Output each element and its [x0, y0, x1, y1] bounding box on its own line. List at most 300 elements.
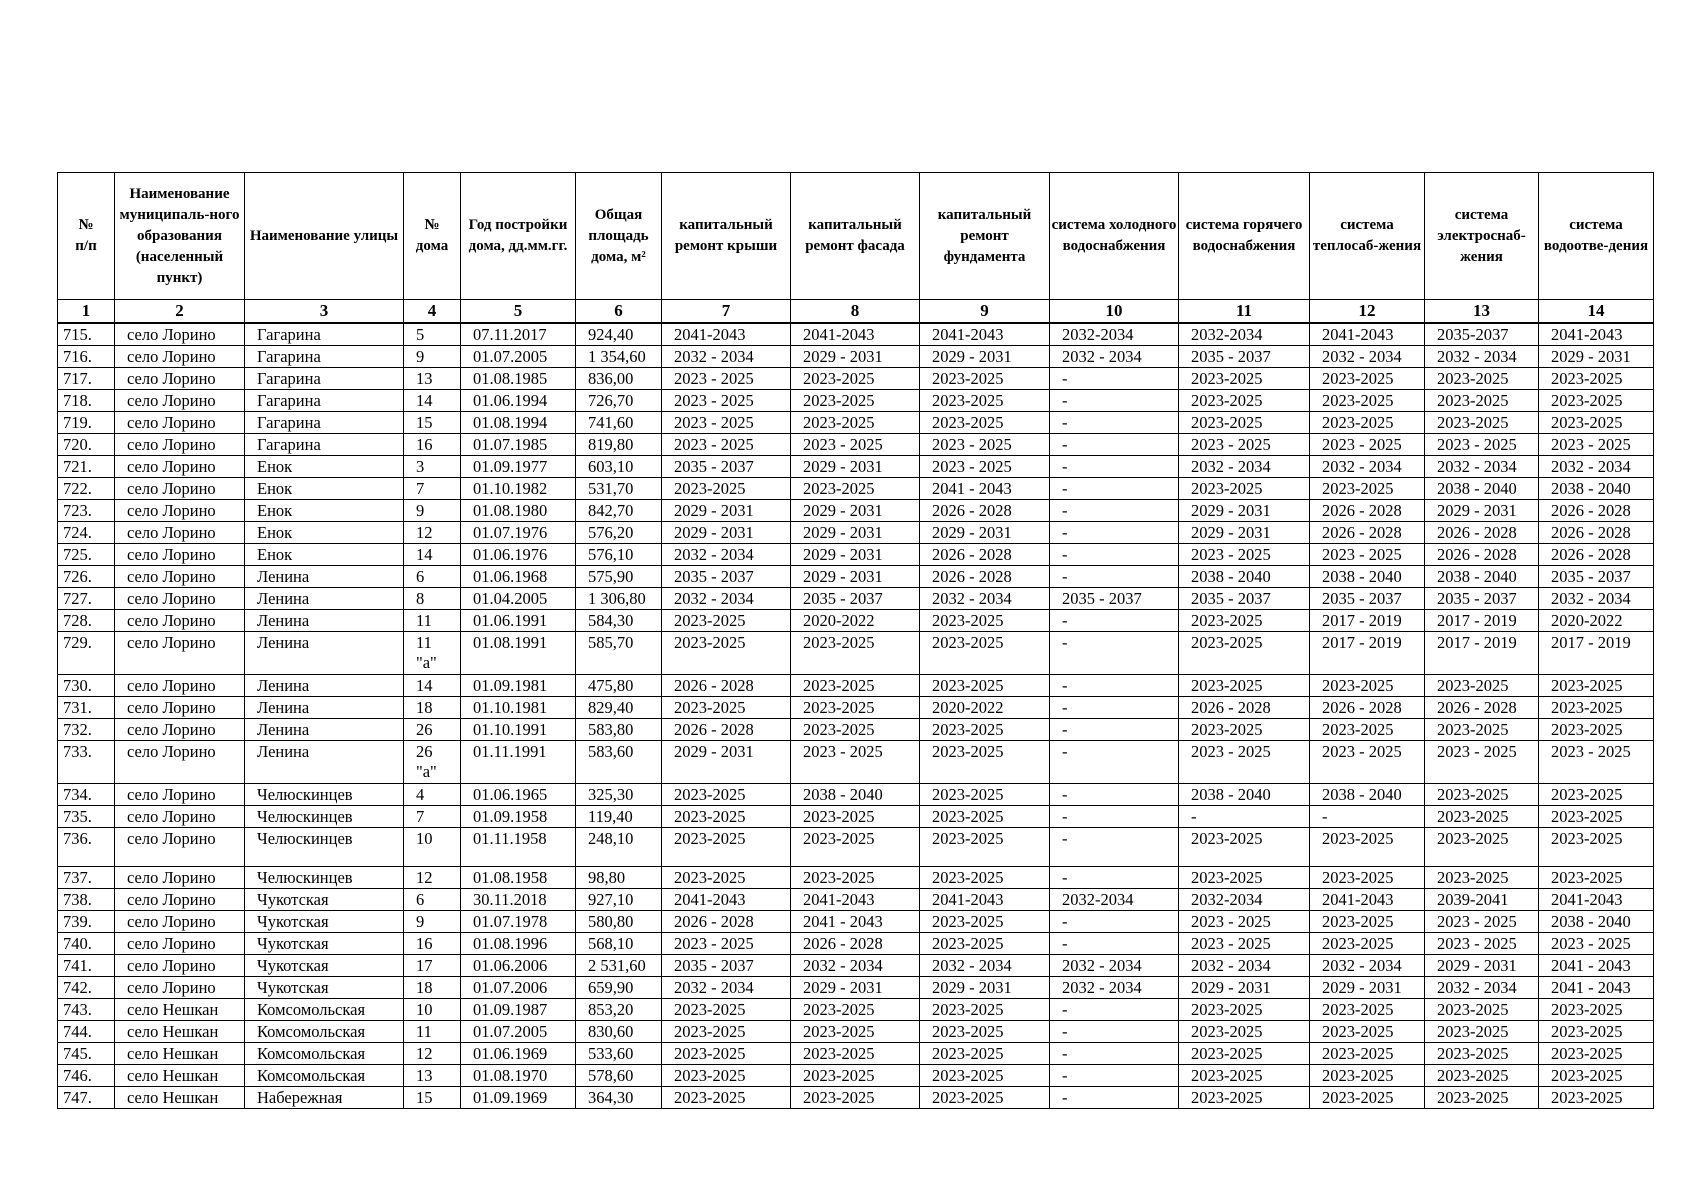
- table-cell: 2023 - 2025: [662, 434, 791, 456]
- table-cell: 2023 - 2025: [662, 933, 791, 955]
- table-cell: 2035 - 2037: [1179, 588, 1310, 610]
- table-cell: 2023-2025: [1425, 390, 1539, 412]
- table-cell: 15: [404, 1087, 461, 1109]
- table-cell: 2032-2034: [1179, 323, 1310, 346]
- table-cell: 2032-2034: [1050, 889, 1179, 911]
- table-cell: 2020-2022: [920, 697, 1050, 719]
- table-cell: 2023-2025: [920, 867, 1050, 889]
- table-cell: 2023-2025: [1539, 806, 1654, 828]
- table-cell: 2023-2025: [1539, 867, 1654, 889]
- table-cell: 2041-2043: [1310, 889, 1425, 911]
- table-cell: 2026 - 2028: [920, 544, 1050, 566]
- header-row-number: № п/п: [58, 173, 115, 300]
- table-cell: 733.: [58, 741, 115, 784]
- table-cell: 6: [404, 889, 461, 911]
- table-cell: 2023-2025: [791, 478, 920, 500]
- table-cell: 2023 - 2025: [1539, 933, 1654, 955]
- table-cell: 14: [404, 544, 461, 566]
- table-cell: 12: [404, 867, 461, 889]
- table-cell: 2023-2025: [1179, 1021, 1310, 1043]
- table-cell: 2035 - 2037: [1310, 588, 1425, 610]
- table-cell: 01.07.1985: [461, 434, 576, 456]
- table-cell: 2038 - 2040: [1539, 478, 1654, 500]
- table-cell: 2023-2025: [1310, 390, 1425, 412]
- table-cell: 7: [404, 478, 461, 500]
- table-cell: село Лорино: [115, 478, 245, 500]
- table-cell: 2032 - 2034: [1539, 456, 1654, 478]
- table-cell: 2023-2025: [1539, 675, 1654, 697]
- table-cell: 2023 - 2025: [662, 390, 791, 412]
- table-cell: 2032-2034: [1050, 323, 1179, 346]
- table-cell: -: [1050, 784, 1179, 806]
- table-cell: Ленина: [245, 566, 404, 588]
- table-cell: 98,80: [576, 867, 662, 889]
- table-cell: 2023 - 2025: [1425, 933, 1539, 955]
- table-cell: -: [1050, 1087, 1179, 1109]
- table-row: [58, 828, 1654, 867]
- table-cell: село Лорино: [115, 323, 245, 346]
- table-cell: 533,60: [576, 1043, 662, 1065]
- table-cell: 2023-2025: [920, 999, 1050, 1021]
- header-municipality: Наименование муниципаль-ного образования (населенный пункт): [115, 173, 245, 300]
- table-cell: 819,80: [576, 434, 662, 456]
- table-cell: 2023-2025: [1179, 999, 1310, 1021]
- table-cell: -: [1050, 566, 1179, 588]
- table-cell: 01.09.1969: [461, 1087, 576, 1109]
- table-cell: 2032 - 2034: [662, 588, 791, 610]
- table-cell: 2023-2025: [920, 828, 1050, 867]
- column-number-row: [58, 300, 1654, 324]
- table-row: [58, 478, 1654, 500]
- table-cell: 2023-2025: [920, 1087, 1050, 1109]
- table-cell: 2038 - 2040: [1310, 784, 1425, 806]
- table-cell: 2017 - 2019: [1310, 632, 1425, 675]
- table-cell: 2023-2025: [1310, 828, 1425, 867]
- header-heating: система теплосаб-жения: [1310, 173, 1425, 300]
- table-cell: 01.06.2006: [461, 955, 576, 977]
- table-cell: -: [1050, 368, 1179, 390]
- table-cell: -: [1050, 544, 1179, 566]
- column-number: 5: [461, 300, 576, 324]
- table-cell: 14: [404, 675, 461, 697]
- table-cell: 2023-2025: [662, 999, 791, 1021]
- table-cell: 01.08.1970: [461, 1065, 576, 1087]
- table-cell: 01.10.1991: [461, 719, 576, 741]
- table-cell: Енок: [245, 522, 404, 544]
- table-cell: 2023-2025: [1179, 1087, 1310, 1109]
- table-cell: село Лорино: [115, 933, 245, 955]
- table-cell: 2029 - 2031: [791, 346, 920, 368]
- table-cell: 2023-2025: [920, 632, 1050, 675]
- table-cell: 2023 - 2025: [1310, 544, 1425, 566]
- table-cell: 2032 - 2034: [1179, 456, 1310, 478]
- table-cell: -: [1050, 719, 1179, 741]
- table-row: [58, 933, 1654, 955]
- table-cell: 2023-2025: [920, 1043, 1050, 1065]
- table-cell: 2023 - 2025: [1179, 434, 1310, 456]
- table-cell: 2023-2025: [791, 412, 920, 434]
- table-cell: 16: [404, 933, 461, 955]
- table-cell: 2026 - 2028: [1539, 500, 1654, 522]
- table-cell: 829,40: [576, 697, 662, 719]
- table-cell: 01.06.1994: [461, 390, 576, 412]
- table-cell: 735.: [58, 806, 115, 828]
- table-cell: 2023-2025: [1310, 911, 1425, 933]
- register-table: [57, 172, 1654, 1109]
- table-cell: 2023-2025: [920, 741, 1050, 784]
- table-cell: Челюскинцев: [245, 784, 404, 806]
- table-cell: Ленина: [245, 610, 404, 632]
- table-cell: 2032 - 2034: [1310, 346, 1425, 368]
- table-row: [58, 889, 1654, 911]
- table-cell: 2023-2025: [920, 1021, 1050, 1043]
- table-cell: 2023-2025: [1310, 675, 1425, 697]
- table-cell: 01.08.1958: [461, 867, 576, 889]
- table-row: [58, 632, 1654, 675]
- table-cell: 01.09.1987: [461, 999, 576, 1021]
- table-cell: 2029 - 2031: [791, 544, 920, 566]
- table-cell: 2023-2025: [1539, 1065, 1654, 1087]
- table-cell: -: [1050, 999, 1179, 1021]
- table-cell: село Лорино: [115, 828, 245, 867]
- header-street: Наименование улицы: [245, 173, 404, 300]
- table-cell: Чукотская: [245, 933, 404, 955]
- table-cell: 2041-2043: [791, 889, 920, 911]
- table-cell: 2041 - 2043: [791, 911, 920, 933]
- table-row: [58, 610, 1654, 632]
- table-cell: -: [1050, 697, 1179, 719]
- table-cell: 2017 - 2019: [1539, 632, 1654, 675]
- table-cell: 07.11.2017: [461, 323, 576, 346]
- table-cell: 2023-2025: [1310, 1087, 1425, 1109]
- table-cell: 2023-2025: [920, 933, 1050, 955]
- table-cell: село Лорино: [115, 867, 245, 889]
- table-cell: 01.06.1965: [461, 784, 576, 806]
- table-cell: 744.: [58, 1021, 115, 1043]
- table-cell: 2 531,60: [576, 955, 662, 977]
- table-cell: 2023 - 2025: [1425, 434, 1539, 456]
- table-cell: 2023-2025: [1310, 368, 1425, 390]
- table-cell: -: [1050, 456, 1179, 478]
- table-row: [58, 675, 1654, 697]
- table-cell: 745.: [58, 1043, 115, 1065]
- table-cell: 720.: [58, 434, 115, 456]
- table-cell: 853,20: [576, 999, 662, 1021]
- table-cell: Чукотская: [245, 955, 404, 977]
- table-row: [58, 368, 1654, 390]
- table-cell: 2032 - 2034: [1310, 456, 1425, 478]
- table-cell: 2029 - 2031: [791, 456, 920, 478]
- table-cell: 01.07.2005: [461, 1021, 576, 1043]
- table-cell: Гагарина: [245, 390, 404, 412]
- table-cell: 743.: [58, 999, 115, 1021]
- table-cell: 01.09.1981: [461, 675, 576, 697]
- table-cell: 13: [404, 1065, 461, 1087]
- table-cell: 2023 - 2025: [791, 434, 920, 456]
- table-body: [58, 323, 1654, 1109]
- table-cell: 2026 - 2028: [920, 500, 1050, 522]
- table-cell: 725.: [58, 544, 115, 566]
- table-cell: 2023-2025: [1539, 697, 1654, 719]
- table-cell: 2026 - 2028: [1425, 544, 1539, 566]
- table-cell: 2023-2025: [1425, 368, 1539, 390]
- table-cell: 01.08.1994: [461, 412, 576, 434]
- table-cell: -: [1050, 741, 1179, 784]
- table-cell: 2032 - 2034: [920, 955, 1050, 977]
- table-cell: 2032 - 2034: [791, 955, 920, 977]
- table-cell: 01.07.1976: [461, 522, 576, 544]
- table-row: [58, 1043, 1654, 1065]
- table-cell: 2041-2043: [662, 889, 791, 911]
- table-cell: 2041-2043: [1310, 323, 1425, 346]
- table-cell: 18: [404, 697, 461, 719]
- table-cell: 475,80: [576, 675, 662, 697]
- table-cell: 16: [404, 434, 461, 456]
- table-cell: село Лорино: [115, 697, 245, 719]
- table-row: [58, 697, 1654, 719]
- table-cell: -: [1050, 806, 1179, 828]
- table-cell: село Нешкан: [115, 1087, 245, 1109]
- table-row: [58, 544, 1654, 566]
- column-number: 10: [1050, 300, 1179, 324]
- table-cell: 01.08.1980: [461, 500, 576, 522]
- table-cell: 2026 - 2028: [662, 911, 791, 933]
- table-cell: 722.: [58, 478, 115, 500]
- table-cell: 2017 - 2019: [1425, 632, 1539, 675]
- table-cell: Чукотская: [245, 977, 404, 999]
- table-cell: 30.11.2018: [461, 889, 576, 911]
- table-cell: 2023 - 2025: [791, 741, 920, 784]
- table-cell: 2029 - 2031: [920, 977, 1050, 999]
- table-cell: Челюскинцев: [245, 867, 404, 889]
- table-cell: 842,70: [576, 500, 662, 522]
- table-cell: 2023-2025: [1179, 368, 1310, 390]
- table-cell: 737.: [58, 867, 115, 889]
- table-cell: 2023 - 2025: [662, 368, 791, 390]
- table-cell: 2023 - 2025: [1310, 741, 1425, 784]
- table-cell: 2023 - 2025: [1179, 933, 1310, 955]
- table-cell: 01.06.1968: [461, 566, 576, 588]
- table-cell: село Лорино: [115, 977, 245, 999]
- header-facade-repair: капитальный ремонт фасада: [791, 173, 920, 300]
- table-cell: село Нешкан: [115, 1065, 245, 1087]
- table-cell: 15: [404, 412, 461, 434]
- table-cell: 2023-2025: [1539, 828, 1654, 867]
- table-cell: 924,40: [576, 323, 662, 346]
- table-cell: 2023 - 2025: [1539, 434, 1654, 456]
- table-cell: 2023-2025: [1425, 806, 1539, 828]
- table-cell: 2023-2025: [1179, 390, 1310, 412]
- table-cell: 2023-2025: [1539, 999, 1654, 1021]
- table-cell: село Лорино: [115, 741, 245, 784]
- table-row: [58, 977, 1654, 999]
- table-cell: 01.10.1981: [461, 697, 576, 719]
- table-cell: 17: [404, 955, 461, 977]
- table-cell: 2029 - 2031: [1179, 500, 1310, 522]
- table-cell: 11 "а": [404, 632, 461, 675]
- table-cell: 719.: [58, 412, 115, 434]
- table-cell: 2041 - 2043: [920, 478, 1050, 500]
- table-cell: 2023-2025: [791, 390, 920, 412]
- table-cell: 739.: [58, 911, 115, 933]
- table-cell: 2023-2025: [1179, 719, 1310, 741]
- table-cell: Ленина: [245, 719, 404, 741]
- table-cell: 2041 - 2043: [1539, 955, 1654, 977]
- table-cell: 2026 - 2028: [1425, 697, 1539, 719]
- table-cell: 3: [404, 456, 461, 478]
- table-cell: 2023-2025: [1425, 1021, 1539, 1043]
- table-cell: 2023 - 2025: [1179, 911, 1310, 933]
- table-row: [58, 588, 1654, 610]
- table-cell: 2023-2025: [1179, 1065, 1310, 1087]
- table-cell: Комсомольская: [245, 999, 404, 1021]
- table-cell: 746.: [58, 1065, 115, 1087]
- header-drainage: система водоотве-дения: [1539, 173, 1654, 300]
- table-row: [58, 955, 1654, 977]
- table-cell: 716.: [58, 346, 115, 368]
- table-cell: 728.: [58, 610, 115, 632]
- table-cell: 2032 - 2034: [1425, 346, 1539, 368]
- table-cell: 578,60: [576, 1065, 662, 1087]
- table-cell: 10: [404, 828, 461, 867]
- table-cell: 2023-2025: [1539, 784, 1654, 806]
- table-cell: 2029 - 2031: [920, 522, 1050, 544]
- table-row: [58, 1087, 1654, 1109]
- table-cell: 568,10: [576, 933, 662, 955]
- table-cell: 2023-2025: [1425, 1065, 1539, 1087]
- table-cell: 01.06.1969: [461, 1043, 576, 1065]
- table-cell: 2023-2025: [662, 478, 791, 500]
- table-cell: 576,20: [576, 522, 662, 544]
- table-cell: 741.: [58, 955, 115, 977]
- table-cell: 01.08.1985: [461, 368, 576, 390]
- table-cell: 2023-2025: [920, 719, 1050, 741]
- column-number: 13: [1425, 300, 1539, 324]
- table-cell: 2017 - 2019: [1425, 610, 1539, 632]
- table-cell: 2023-2025: [662, 806, 791, 828]
- table-cell: 2023-2025: [1310, 999, 1425, 1021]
- table-cell: 575,90: [576, 566, 662, 588]
- table-cell: село Лорино: [115, 911, 245, 933]
- table-cell: 2026 - 2028: [1310, 500, 1425, 522]
- table-cell: 2041-2043: [1539, 323, 1654, 346]
- table-cell: 742.: [58, 977, 115, 999]
- table-cell: -: [1050, 610, 1179, 632]
- table-cell: Комсомольская: [245, 1043, 404, 1065]
- table-cell: 741,60: [576, 412, 662, 434]
- table-cell: Енок: [245, 478, 404, 500]
- table-cell: село Лорино: [115, 346, 245, 368]
- table-cell: 583,80: [576, 719, 662, 741]
- table-cell: 2035 - 2037: [1425, 588, 1539, 610]
- table-cell: Енок: [245, 456, 404, 478]
- table-cell: 2023 - 2025: [1425, 911, 1539, 933]
- table-cell: 26 "а": [404, 741, 461, 784]
- table-cell: 2023-2025: [1425, 1043, 1539, 1065]
- table-cell: 2029 - 2031: [662, 500, 791, 522]
- table-cell: 2023-2025: [791, 697, 920, 719]
- table-cell: 2023-2025: [920, 784, 1050, 806]
- table-cell: 2026 - 2028: [1539, 522, 1654, 544]
- table-cell: 12: [404, 522, 461, 544]
- table-cell: 2023-2025: [1425, 828, 1539, 867]
- table-cell: 2023-2025: [1310, 933, 1425, 955]
- table-cell: -: [1050, 675, 1179, 697]
- table-cell: 2023-2025: [662, 1087, 791, 1109]
- table-cell: 2023-2025: [1539, 368, 1654, 390]
- header-electricity: система электроснаб-жения: [1425, 173, 1539, 300]
- table-cell: 2023-2025: [1179, 1043, 1310, 1065]
- table-cell: 2023-2025: [1425, 412, 1539, 434]
- table-cell: село Нешкан: [115, 1043, 245, 1065]
- table-cell: 718.: [58, 390, 115, 412]
- table-cell: 2023-2025: [662, 1043, 791, 1065]
- table-cell: -: [1050, 478, 1179, 500]
- table-cell: 2023-2025: [1425, 1087, 1539, 1109]
- table-cell: 2023-2025: [1179, 675, 1310, 697]
- table-cell: 2023-2025: [920, 412, 1050, 434]
- table-row: [58, 566, 1654, 588]
- table-cell: 603,10: [576, 456, 662, 478]
- table-cell: 2026 - 2028: [662, 675, 791, 697]
- table-cell: 2023 - 2025: [1179, 741, 1310, 784]
- table-cell: 5: [404, 323, 461, 346]
- table-cell: Ленина: [245, 632, 404, 675]
- table-cell: село Лорино: [115, 610, 245, 632]
- table-cell: 2023-2025: [791, 368, 920, 390]
- table-cell: село Лорино: [115, 544, 245, 566]
- table-cell: 2023-2025: [1310, 1065, 1425, 1087]
- table-cell: -: [1050, 522, 1179, 544]
- table-cell: 9: [404, 346, 461, 368]
- table-cell: Ленина: [245, 588, 404, 610]
- table-cell: 10: [404, 999, 461, 1021]
- table-cell: 2041-2043: [920, 323, 1050, 346]
- table-cell: 2038 - 2040: [1310, 566, 1425, 588]
- table-cell: 2039-2041: [1425, 889, 1539, 911]
- table-cell: 2023-2025: [920, 806, 1050, 828]
- table-cell: 2029 - 2031: [662, 741, 791, 784]
- table-cell: 736.: [58, 828, 115, 867]
- table-cell: Набережная: [245, 1087, 404, 1109]
- table-cell: 2029 - 2031: [920, 346, 1050, 368]
- table-cell: 2029 - 2031: [1179, 977, 1310, 999]
- table-cell: 2032 - 2034: [1425, 456, 1539, 478]
- table-cell: -: [1050, 1043, 1179, 1065]
- table-cell: 2023-2025: [920, 675, 1050, 697]
- table-cell: 2023-2025: [1425, 675, 1539, 697]
- table-cell: 2038 - 2040: [1425, 478, 1539, 500]
- table-cell: 732.: [58, 719, 115, 741]
- table-cell: село Лорино: [115, 675, 245, 697]
- table-cell: 2035-2037: [1425, 323, 1539, 346]
- table-cell: 2026 - 2028: [1179, 697, 1310, 719]
- header-roof-repair: капитальный ремонт крыши: [662, 173, 791, 300]
- header-total-area: Общая площадь дома, м²: [576, 173, 662, 300]
- table-cell: 2023-2025: [662, 867, 791, 889]
- table-cell: село Лорино: [115, 588, 245, 610]
- table-cell: 2026 - 2028: [1310, 697, 1425, 719]
- table-cell: 26: [404, 719, 461, 741]
- table-cell: -: [1050, 911, 1179, 933]
- table-cell: 2023 - 2025: [1179, 544, 1310, 566]
- table-cell: 2023-2025: [791, 1065, 920, 1087]
- table-cell: -: [1050, 434, 1179, 456]
- table-cell: Гагарина: [245, 323, 404, 346]
- table-cell: 9: [404, 500, 461, 522]
- table-cell: 721.: [58, 456, 115, 478]
- table-cell: 731.: [58, 697, 115, 719]
